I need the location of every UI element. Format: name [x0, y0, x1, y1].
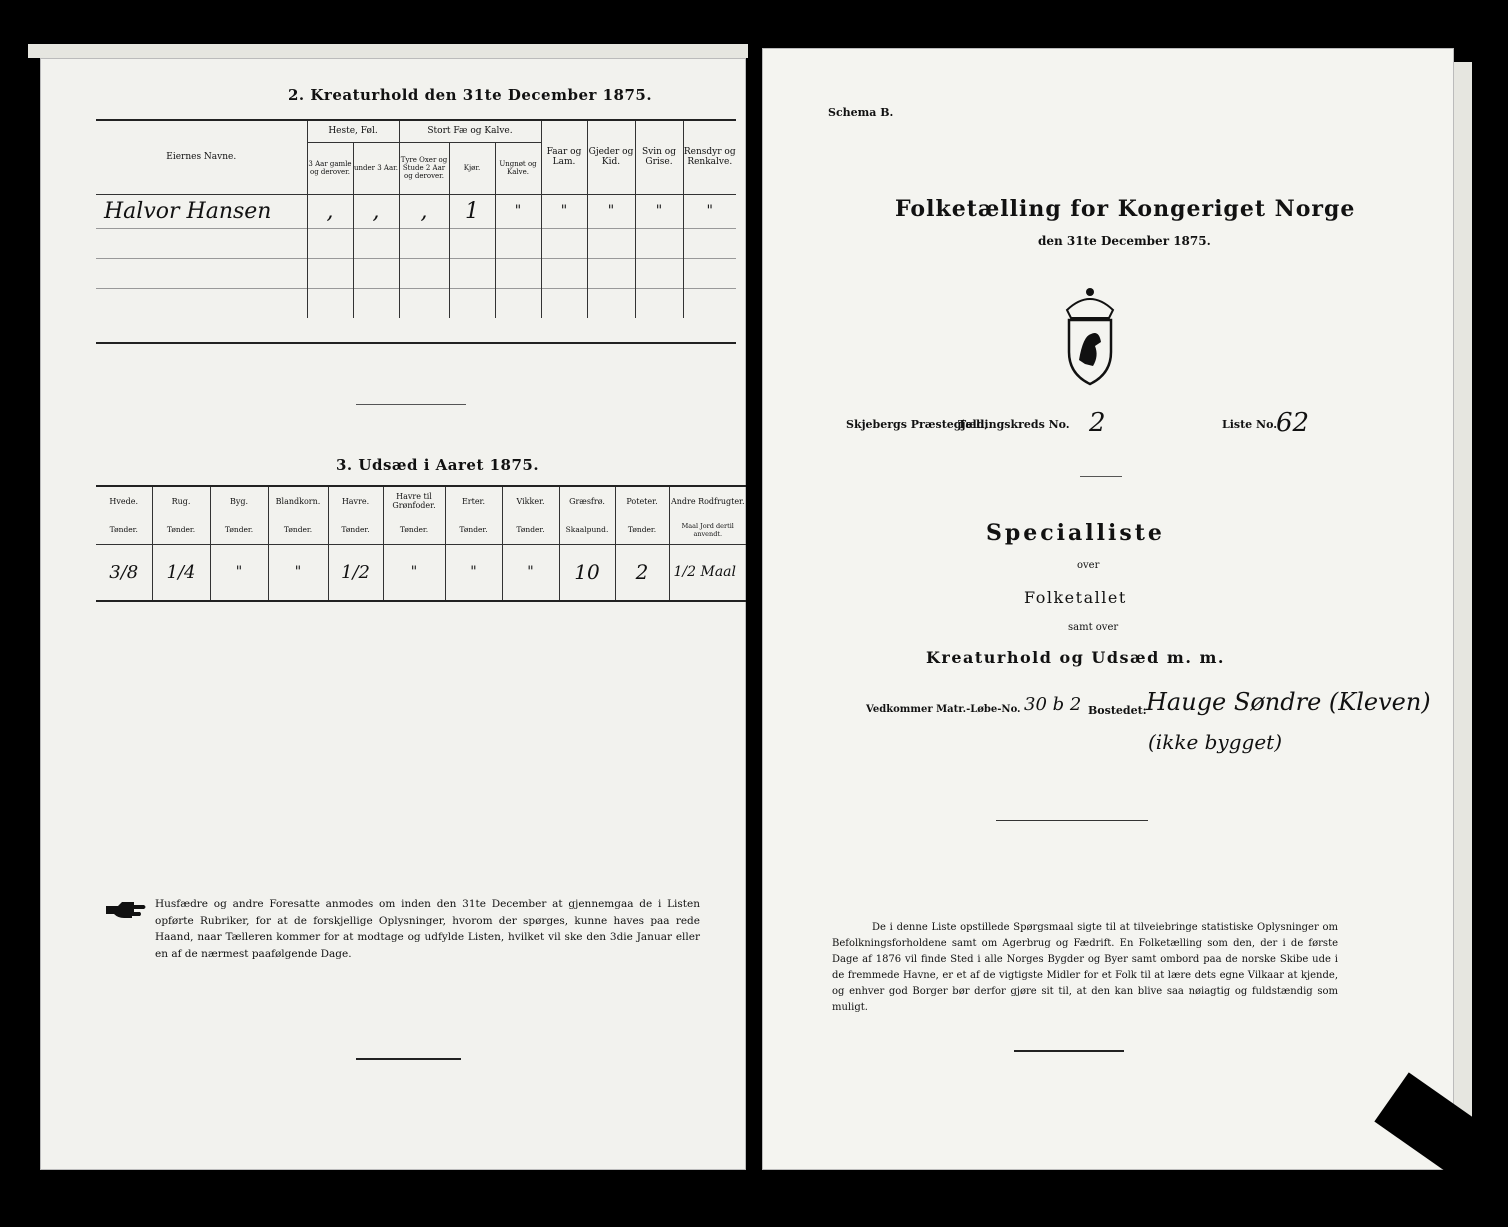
- coat-of-arms-icon: [1055, 280, 1125, 388]
- notice-text: Husfædre og andre Foresatte anmodes om inden den 31te December at gjennemgaa de i Listen opførte Rubriker, for at de forskjellige Oplysninger, hvorom der spørges, kunne haves paa rede Haand, naar Tælleren kommer for at modtage og udfylde Listen, hvilket vil ske den 3die Januar eller en af de nærmest paafølgende Dage.: [155, 898, 700, 960]
- livestock-cell: ": [541, 194, 587, 228]
- seed-unit: Maal Jord dertil anvendt.: [669, 516, 746, 544]
- table-row: [96, 544, 746, 600]
- heste-young-header: under 3 Aar.: [353, 142, 399, 194]
- seed-unit: Tønder.: [210, 516, 268, 544]
- livestock-table-bottom-rule: [96, 342, 736, 344]
- liste-label: Liste No.: [1222, 418, 1278, 431]
- section2-title: 2. Kreaturhold den 31te December 1875.: [288, 86, 653, 104]
- seed-unit: Skaalpund.: [559, 516, 615, 544]
- rensdyr-header: Rensdyr og Renkalve.: [683, 120, 736, 194]
- over-label: over: [1077, 560, 1100, 571]
- seed-table: [96, 486, 746, 600]
- seed-unit: Tønder.: [152, 516, 210, 544]
- seed-cell: ": [445, 544, 502, 600]
- stort-group-header: Stort Fæ og Kalve.: [399, 120, 541, 142]
- seed-unit: Tønder.: [268, 516, 328, 544]
- samt-over-label: samt over: [1068, 622, 1119, 633]
- pointing-hand-icon: [104, 900, 148, 922]
- seed-cell: 1/2 Maal: [669, 544, 746, 600]
- seed-header: Hvede.: [109, 496, 139, 506]
- livestock-cell: 1: [449, 194, 495, 228]
- schema-label: Schema B.: [828, 106, 894, 119]
- bostedet-value-2: (ikke bygget): [1148, 730, 1283, 754]
- seed-unit: Tønder.: [328, 516, 383, 544]
- krets-label: Tællingskreds No.: [958, 418, 1070, 431]
- seed-unit: Tønder.: [445, 516, 502, 544]
- seed-header-row: [96, 486, 746, 516]
- heste-old-header: 3 Aar gamle og derover.: [307, 142, 353, 194]
- livestock-cell: ": [683, 194, 736, 228]
- seed-table-bottom-rule: [96, 600, 746, 602]
- seed-cell: 2: [615, 544, 669, 600]
- tyre-header: Tyre Oxer og Stude 2 Aar og derover.: [399, 142, 449, 194]
- livestock-cell: ,: [353, 194, 399, 228]
- kreaturhold-label: Kreaturhold og Udsæd m. m.: [926, 648, 1225, 667]
- seed-header: Havre.: [328, 486, 383, 516]
- table-row: [96, 194, 736, 228]
- divider: [1080, 476, 1122, 477]
- livestock-cell: ": [635, 194, 683, 228]
- page-edge-left: [28, 44, 748, 58]
- matr-label: Vedkommer Matr.-Løbe-No.: [866, 704, 1021, 715]
- table-row: [96, 258, 736, 288]
- date-line: den 31te December 1875.: [1038, 234, 1211, 248]
- livestock-cell: ": [587, 194, 635, 228]
- seed-cell: 10: [559, 544, 615, 600]
- seed-header: Andre Rodfrugter.: [669, 486, 746, 516]
- kjor-header: Kjør.: [449, 142, 495, 194]
- seed-table-top-rule: [96, 485, 746, 487]
- prestegjeld-label: Skjebergs Præstegjeld,: [846, 418, 989, 431]
- seed-cell: 3/8: [109, 561, 139, 583]
- livestock-table: [96, 120, 736, 318]
- seed-header: Byg.: [210, 486, 268, 516]
- seed-header: Erter.: [445, 486, 502, 516]
- livestock-cell: ,: [399, 194, 449, 228]
- matr-value: 30 b 2: [1024, 694, 1082, 715]
- krets-value: 2: [1089, 408, 1106, 438]
- bostedet-label: Bostedet:: [1088, 704, 1147, 717]
- specialliste-title: Specialliste: [986, 520, 1165, 546]
- seed-cell: 1/4: [152, 544, 210, 600]
- bostedet-value: Hauge Søndre (Kleven): [1146, 688, 1431, 716]
- seed-header: Græsfrø.: [559, 486, 615, 516]
- section3-title: 3. Udsæd i Aaret 1875.: [336, 456, 540, 474]
- seed-unit: Tønder.: [502, 516, 559, 544]
- owner-name: Halvor Hansen: [104, 198, 272, 224]
- intro-paragraph: De i denne Liste opstillede Spørgsmaal sigte til at tilveiebringe statistiske Oplysninger om Befolkningsforholdene samt om Agerbrug og Fædrift. En Folketælling som den, der i de første Dage af 1876 vil finde Sted i alle Norges Bygder og Byer samt ombord paa de norske Skibe ude i de fremmede Havne, er et af de vigtigste Midler for et Folk til at lære dets egne Vilkaar at kjende, og enhver god Borger bør derfor gjøre sit til, at den kan blive saa nøiagtig og fuldstændig som muligt.: [832, 922, 1338, 1013]
- table-row: [96, 288, 736, 318]
- seed-header: Havre til Grønfoder.: [383, 486, 445, 516]
- seed-cell: ": [383, 544, 445, 600]
- seed-unit: Tønder.: [615, 516, 669, 544]
- owner-header: Eiernes Navne.: [96, 120, 307, 194]
- seed-header: Blandkorn.: [268, 486, 328, 516]
- gjeder-header: Gjeder og Kid.: [587, 120, 635, 194]
- heste-group-header: Heste, Føl.: [307, 120, 399, 142]
- liste-value: 62: [1276, 408, 1310, 438]
- seed-header: Vikker.: [502, 486, 559, 516]
- livestock-cell: ": [495, 194, 541, 228]
- seed-header: Rug.: [152, 486, 210, 516]
- main-title: Folketælling for Kongeriget Norge: [895, 196, 1356, 222]
- seed-header: Poteter.: [615, 486, 669, 516]
- right-page: [762, 48, 1454, 1170]
- seed-unit: Tønder.: [96, 516, 152, 544]
- faar-header: Faar og Lam.: [541, 120, 587, 194]
- seed-cell: 1/2: [328, 544, 383, 600]
- page-edge-right: [1454, 62, 1472, 1162]
- divider: [996, 820, 1148, 821]
- table-row: [96, 228, 736, 258]
- seed-cell: ": [502, 544, 559, 600]
- seed-cell: ": [268, 544, 328, 600]
- bottom-rule: [1014, 1050, 1124, 1052]
- livestock-table-top-rule: [96, 119, 736, 121]
- svin-header: Svin og Grise.: [635, 120, 683, 194]
- seed-unit: Tønder.: [383, 516, 445, 544]
- seed-unit-row: [96, 516, 746, 544]
- ungnot-header: Ungnøt og Kalve.: [495, 142, 541, 194]
- folketallet-label: Folketallet: [1024, 588, 1127, 607]
- livestock-cell: ,: [307, 194, 353, 228]
- seed-cell: ": [210, 544, 268, 600]
- left-page: [40, 58, 746, 1170]
- divider: [356, 404, 466, 405]
- bottom-rule: [356, 1058, 461, 1060]
